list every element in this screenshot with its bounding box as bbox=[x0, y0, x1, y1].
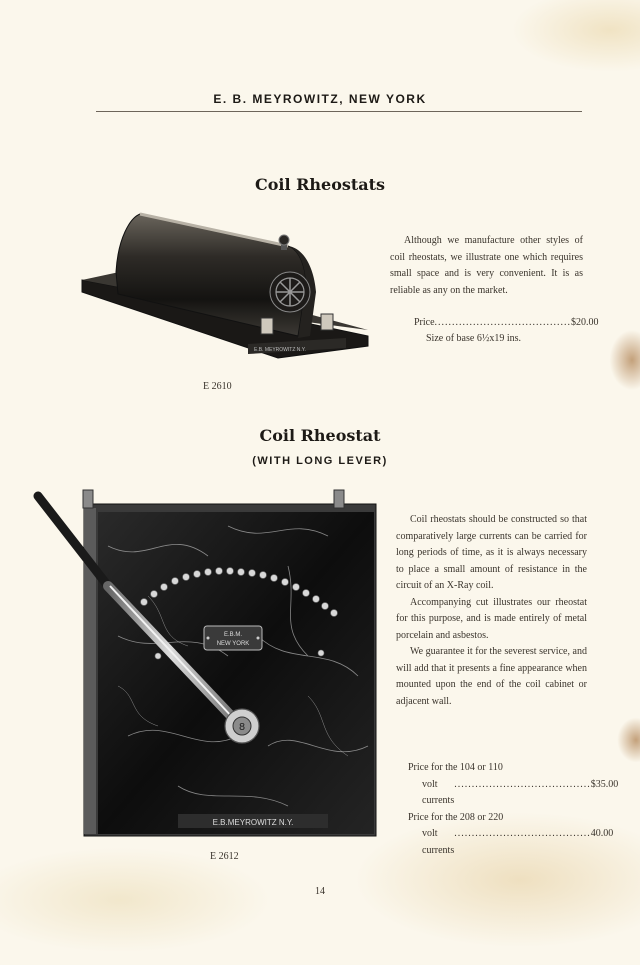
section2-paragraph-3: We guarantee it for the severest service, and will add that it presents a fine appearance when mounted upon the end of the coil cabinet or adjacent wall. bbox=[396, 646, 587, 707]
section2-description bbox=[396, 512, 587, 710]
price-1-line2: volt currents bbox=[422, 778, 455, 806]
figure-caption-2612: E 2612 bbox=[210, 851, 239, 862]
base-plate-label: E.B. MEYROWITZ N.Y. bbox=[254, 347, 306, 353]
page-number: 14 bbox=[315, 886, 325, 897]
section2-prices bbox=[408, 760, 619, 859]
price-2-leader: ....................................... bbox=[454, 828, 591, 839]
figure-caption-2610: E 2610 bbox=[203, 381, 232, 392]
section2-paragraph-1: Coil rheostats should be constructed so that comparatively large currents can be carried for long periods of time, as it is always necessary to place a small amount of resistance in the circuit of an X-Ray coil. bbox=[396, 514, 587, 591]
base-size: Size of base 6½x19 ins. bbox=[426, 333, 521, 344]
price-label: Price bbox=[414, 317, 435, 328]
price-1-value: $35.00 bbox=[590, 778, 619, 790]
price-1-line1: Price for the 104 or 110 bbox=[408, 762, 503, 773]
rheostat-base-label: E.B.MEYROWITZ N.Y. bbox=[212, 818, 294, 827]
price-2-line2: volt currents bbox=[422, 828, 455, 856]
price-value: $20.00 bbox=[571, 317, 599, 328]
section1-paragraph: Although we manufacture other styles of coil rheostats, we illustrate one which requires small space and is very convenient. It is as reliable as any on the market. bbox=[390, 235, 583, 296]
section1-title: Coil Rheostats bbox=[254, 175, 386, 194]
svg-text:8: 8 bbox=[238, 722, 246, 733]
price-leader: ....................................... bbox=[434, 317, 572, 328]
long-lever-rheostat-illustration bbox=[28, 486, 380, 838]
badge-line1: E.B.M. bbox=[223, 632, 243, 638]
section2-paragraph-2: Accompanying cut illustrates our rheostat for this purpose, and is made entirely of metal porcelain and asbestos. bbox=[396, 596, 587, 641]
section1-description bbox=[390, 233, 583, 299]
header-rule bbox=[96, 111, 582, 112]
price-1-leader: ....................................... bbox=[454, 778, 591, 790]
price-2-line1: Price for the 208 or 220 bbox=[408, 811, 504, 823]
section2-subtitle: (WITH LONG LEVER) bbox=[252, 455, 388, 467]
page-header: E. B. MEYROWITZ, NEW YORK bbox=[213, 92, 427, 106]
badge-line2: NEW YORK bbox=[216, 641, 250, 647]
price-2-value: 40.00 bbox=[590, 828, 614, 839]
coil-rheostat-illustration bbox=[78, 208, 374, 370]
section1-price bbox=[414, 317, 599, 328]
section2-title: Coil Rheostat bbox=[259, 426, 381, 445]
